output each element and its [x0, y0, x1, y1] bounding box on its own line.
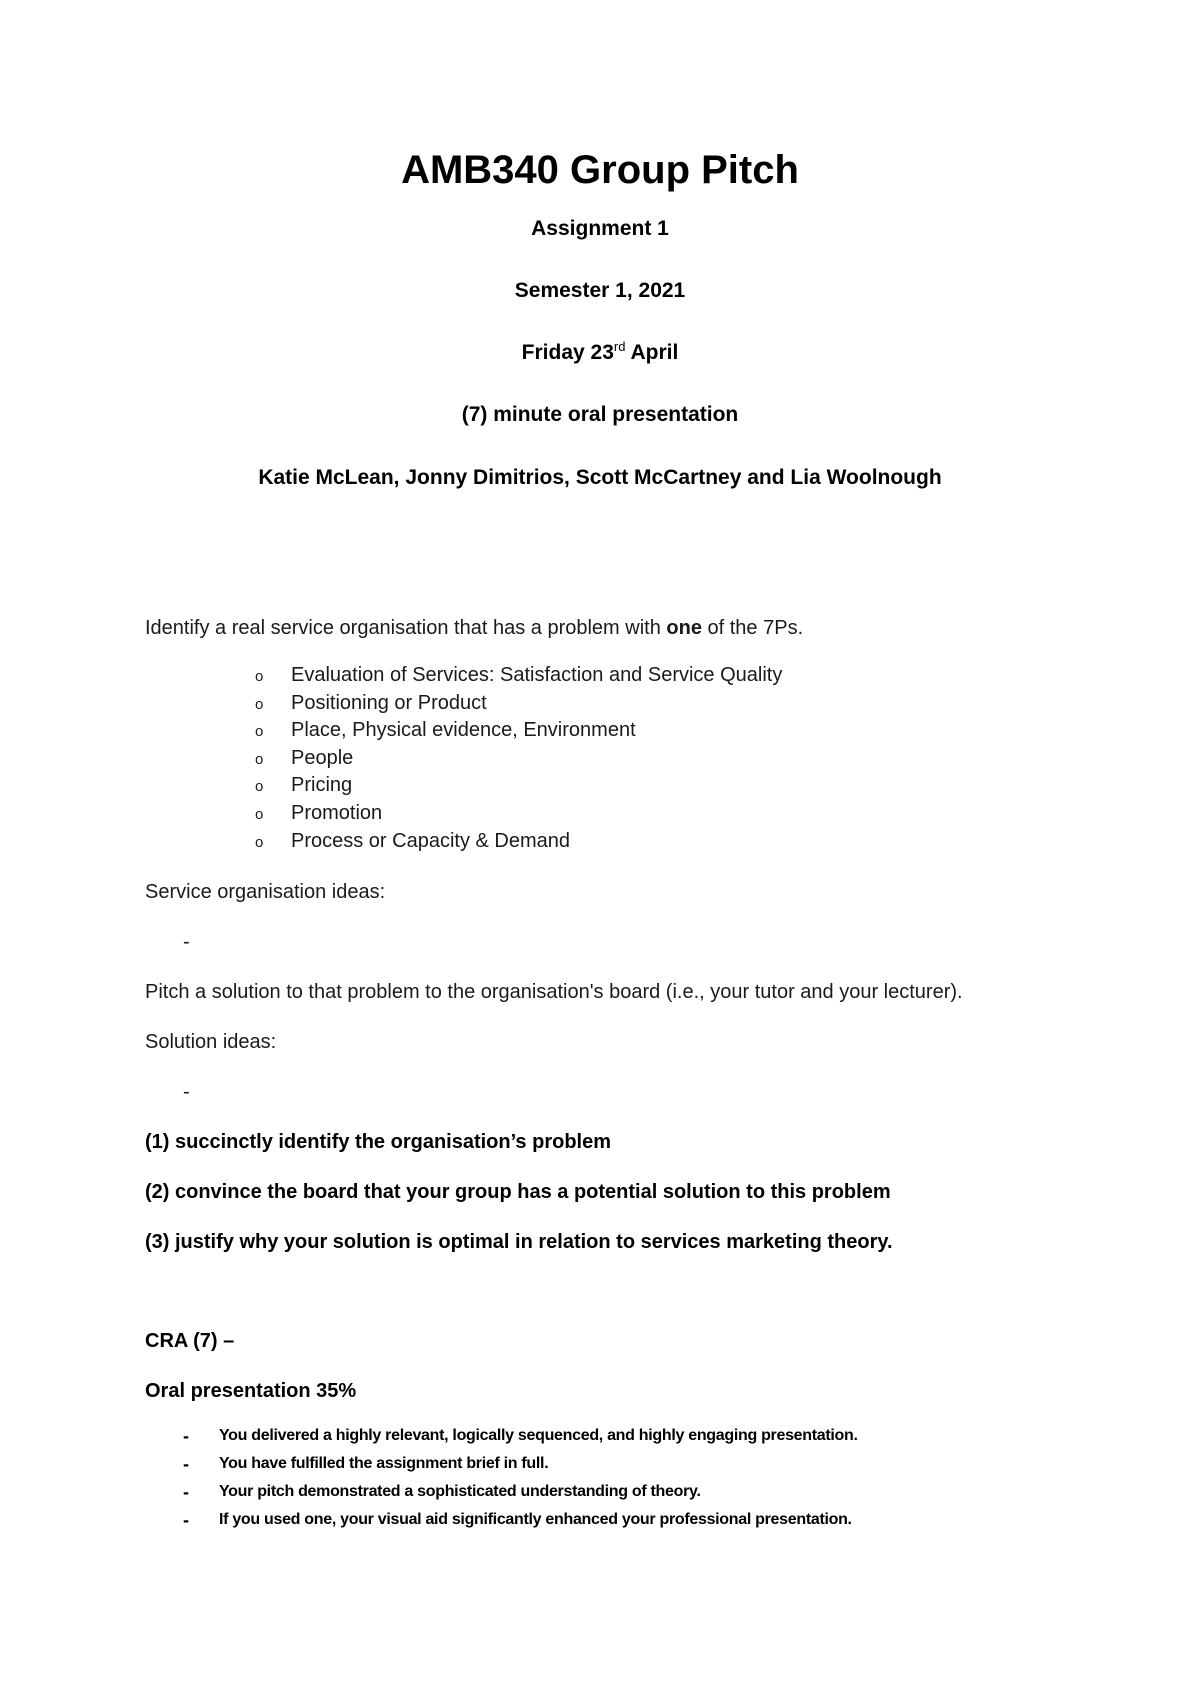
list-item-text: Promotion — [291, 801, 383, 824]
criteria-marker: - — [183, 1482, 189, 1502]
cra-heading: CRA (7) – — [145, 1330, 235, 1352]
due-date-ordinal: rd — [613, 339, 626, 354]
criteria-text: You have fulfilled the assignment brief in full. — [219, 1455, 549, 1472]
org-ideas-label: Service organisation ideas: — [145, 881, 386, 903]
step-two: (2) convince the board that your group has a potential solution to this problem — [145, 1181, 891, 1203]
criteria-marker: - — [183, 1454, 189, 1474]
step-three: (3) justify why your solution is optimal in relation to services marketing theory. — [145, 1231, 893, 1253]
org-ideas-dash: - — [183, 931, 190, 953]
intro-emphasis: one — [666, 617, 702, 639]
page-title: AMB340 Group Pitch — [401, 148, 799, 192]
intro-text-after: of the 7Ps. — [701, 617, 804, 639]
list-item-text: Place, Physical evidence, Environment — [291, 719, 636, 742]
due-date-month: April — [625, 341, 679, 364]
criteria-text: If you used one, your visual aid significantly enhanced your professional presentation. — [219, 1511, 852, 1528]
list-item-text: Pricing — [291, 774, 353, 797]
bullet-marker: o — [255, 695, 264, 713]
list-item-text: Positioning or Product — [291, 691, 487, 714]
intro-text-before: Identify a real service organisation that has a problem with — [145, 617, 667, 639]
assignment-label: Assignment 1 — [531, 217, 669, 240]
presentation-duration: (7) minute oral presentation — [461, 403, 739, 426]
cra-subheading: Oral presentation 35% — [145, 1380, 357, 1402]
bullet-marker: o — [255, 805, 264, 823]
criteria-marker: - — [183, 1510, 189, 1530]
due-date-day: Friday 23 — [521, 341, 614, 364]
semester-label: Semester 1, 2021 — [514, 279, 686, 302]
due-date — [0, 340, 1200, 366]
criteria-text: Your pitch demonstrated a sophisticated understanding of theory. — [219, 1483, 701, 1500]
bullet-marker: o — [255, 778, 264, 796]
solution-ideas-dash: - — [183, 1081, 190, 1103]
solution-ideas-label: Solution ideas: — [145, 1031, 277, 1053]
list-item-text: Process or Capacity & Demand — [291, 829, 571, 852]
list-item-text: People — [291, 746, 354, 769]
criteria-text: You delivered a highly relevant, logically sequenced, and highly engaging presentation. — [219, 1427, 858, 1444]
intro-paragraph — [145, 615, 803, 641]
step-one: (1) succinctly identify the organisation’s problem — [145, 1131, 612, 1153]
criteria-marker: - — [183, 1426, 189, 1446]
bullet-marker: o — [255, 750, 264, 768]
bullet-marker: o — [255, 833, 264, 851]
list-item-text: Evaluation of Services: Satisfaction and Service Quality — [291, 664, 783, 686]
group-members: Katie McLean, Jonny Dimitrios, Scott McCartney and Lia Woolnough — [258, 466, 942, 489]
bullet-marker: o — [255, 723, 264, 741]
bullet-marker: o — [255, 668, 264, 685]
pitch-paragraph: Pitch a solution to that problem to the organisation's board (i.e., your tutor and your lecturer). — [145, 981, 963, 1003]
